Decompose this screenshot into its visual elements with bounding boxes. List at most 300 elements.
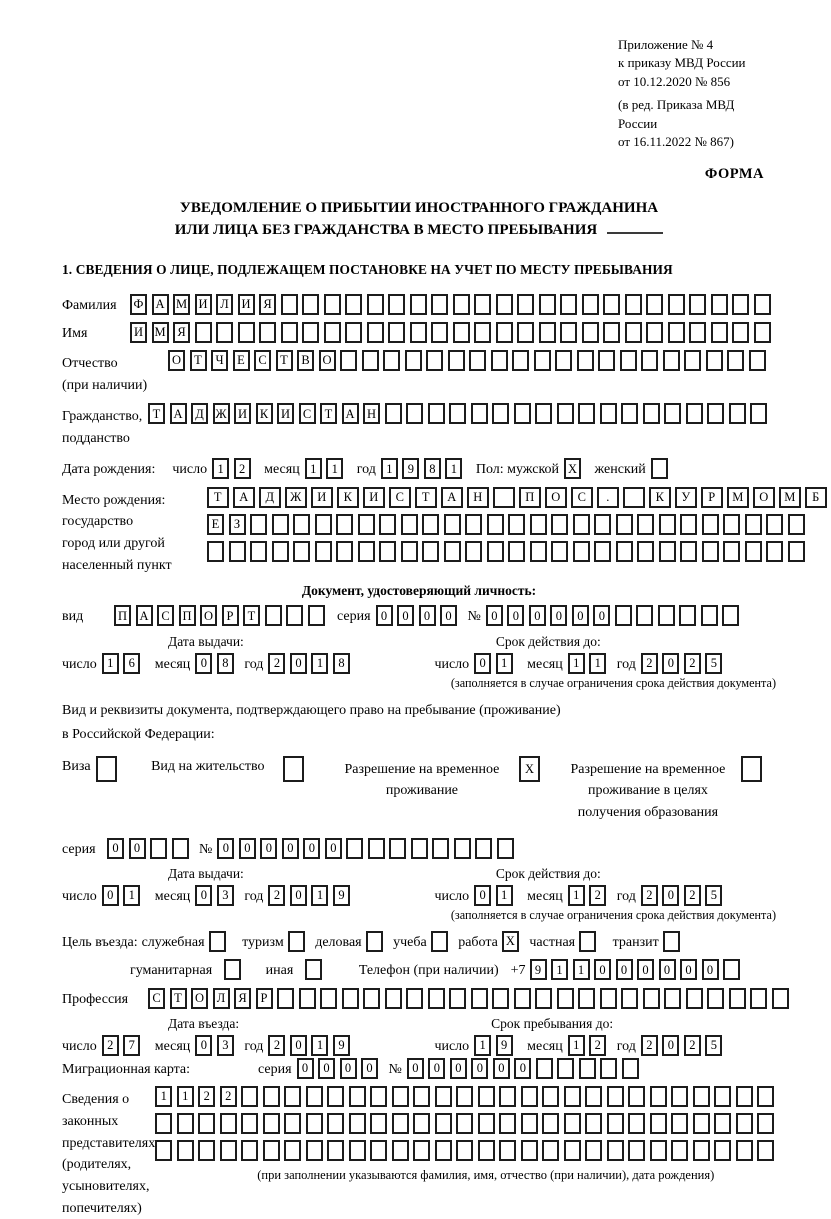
form-cell[interactable]: 0 xyxy=(450,1058,467,1079)
form-cell[interactable]: 1 xyxy=(326,458,343,479)
form-cell[interactable] xyxy=(491,350,508,371)
form-cell[interactable]: 0 xyxy=(239,838,256,859)
form-cell[interactable] xyxy=(431,294,448,315)
form-cell[interactable] xyxy=(646,294,663,315)
form-cell[interactable] xyxy=(684,350,701,371)
form-cell[interactable] xyxy=(306,1140,323,1161)
form-cell[interactable] xyxy=(622,1058,639,1079)
form-cell[interactable] xyxy=(600,403,617,424)
form-cell[interactable] xyxy=(722,605,739,626)
form-cell[interactable] xyxy=(521,1113,538,1134)
form-cell[interactable] xyxy=(499,1086,516,1107)
form-cell[interactable] xyxy=(679,605,696,626)
form-cell[interactable] xyxy=(650,1113,667,1134)
form-cell[interactable]: 0 xyxy=(303,838,320,859)
form-cell[interactable]: 2 xyxy=(589,885,606,906)
form-cell[interactable]: Т xyxy=(320,403,337,424)
form-cell[interactable] xyxy=(198,1140,215,1161)
form-cell[interactable]: 5 xyxy=(705,653,722,674)
form-cell[interactable] xyxy=(431,931,448,952)
form-cell[interactable]: К xyxy=(649,487,671,508)
form-cell[interactable]: П xyxy=(179,605,196,626)
form-cell[interactable] xyxy=(410,294,427,315)
form-cell[interactable] xyxy=(607,1113,624,1134)
form-cell[interactable]: О xyxy=(168,350,185,371)
form-cell[interactable] xyxy=(651,458,668,479)
form-cell[interactable]: 1 xyxy=(445,458,462,479)
form-cell[interactable] xyxy=(250,541,267,562)
form-cell[interactable] xyxy=(689,294,706,315)
form-cell[interactable]: А xyxy=(233,487,255,508)
form-cell[interactable]: Р xyxy=(701,487,723,508)
form-cell[interactable]: Ж xyxy=(285,487,307,508)
form-cell[interactable] xyxy=(410,322,427,343)
form-cell[interactable]: А xyxy=(342,403,359,424)
form-cell[interactable] xyxy=(573,541,590,562)
form-cell[interactable]: М xyxy=(173,294,190,315)
form-cell[interactable] xyxy=(448,350,465,371)
form-cell[interactable]: 2 xyxy=(684,1035,701,1056)
form-cell[interactable]: 5 xyxy=(705,885,722,906)
form-cell[interactable] xyxy=(496,294,513,315)
form-cell[interactable]: 1 xyxy=(496,653,513,674)
form-cell[interactable] xyxy=(263,1140,280,1161)
form-cell[interactable]: 0 xyxy=(397,605,414,626)
form-cell[interactable] xyxy=(557,1058,574,1079)
form-cell[interactable]: О xyxy=(319,350,336,371)
form-cell[interactable]: 2 xyxy=(641,885,658,906)
form-cell[interactable]: 9 xyxy=(496,1035,513,1056)
form-cell[interactable] xyxy=(668,322,685,343)
form-cell[interactable] xyxy=(663,350,680,371)
form-cell[interactable]: О xyxy=(545,487,567,508)
form-cell[interactable]: 0 xyxy=(428,1058,445,1079)
form-cell[interactable]: О xyxy=(753,487,775,508)
form-cell[interactable]: И xyxy=(238,294,255,315)
form-cell[interactable] xyxy=(465,514,482,535)
form-cell[interactable] xyxy=(560,322,577,343)
form-cell[interactable] xyxy=(388,322,405,343)
form-cell[interactable] xyxy=(259,322,276,343)
form-cell[interactable] xyxy=(686,403,703,424)
form-cell[interactable]: А xyxy=(170,403,187,424)
form-cell[interactable] xyxy=(693,1140,710,1161)
form-cell[interactable]: 0 xyxy=(217,838,234,859)
form-cell[interactable] xyxy=(582,322,599,343)
form-cell[interactable] xyxy=(449,403,466,424)
form-cell[interactable] xyxy=(229,541,246,562)
form-cell[interactable]: X xyxy=(502,931,519,952)
form-cell[interactable]: 2 xyxy=(234,458,251,479)
form-cell[interactable] xyxy=(671,1113,688,1134)
form-cell[interactable] xyxy=(628,1113,645,1134)
form-cell[interactable] xyxy=(564,1086,581,1107)
form-cell[interactable]: А xyxy=(441,487,463,508)
form-cell[interactable]: 0 xyxy=(471,1058,488,1079)
form-cell[interactable]: 0 xyxy=(102,885,119,906)
form-cell[interactable]: Я xyxy=(259,294,276,315)
form-cell[interactable] xyxy=(542,1113,559,1134)
form-cell[interactable] xyxy=(96,756,117,782)
form-cell[interactable] xyxy=(392,1140,409,1161)
form-cell[interactable]: 9 xyxy=(530,959,547,980)
form-cell[interactable]: Р xyxy=(256,988,273,1009)
form-cell[interactable] xyxy=(195,322,212,343)
form-cell[interactable] xyxy=(723,959,740,980)
form-cell[interactable] xyxy=(283,756,304,782)
form-cell[interactable]: Ч xyxy=(211,350,228,371)
form-cell[interactable]: 2 xyxy=(198,1086,215,1107)
form-cell[interactable] xyxy=(663,931,680,952)
form-cell[interactable] xyxy=(607,1140,624,1161)
form-cell[interactable] xyxy=(766,514,783,535)
form-cell[interactable] xyxy=(499,1113,516,1134)
form-cell[interactable] xyxy=(521,1140,538,1161)
form-cell[interactable]: 2 xyxy=(641,1035,658,1056)
form-cell[interactable]: 0 xyxy=(318,1058,335,1079)
form-cell[interactable]: 0 xyxy=(514,1058,531,1079)
form-cell[interactable]: 0 xyxy=(662,1035,679,1056)
form-cell[interactable] xyxy=(745,514,762,535)
form-cell[interactable] xyxy=(349,1086,366,1107)
form-cell[interactable] xyxy=(406,988,423,1009)
form-cell[interactable] xyxy=(315,514,332,535)
form-cell[interactable]: 1 xyxy=(123,885,140,906)
form-cell[interactable]: С xyxy=(389,487,411,508)
form-cell[interactable]: 0 xyxy=(325,838,342,859)
form-cell[interactable] xyxy=(401,541,418,562)
form-cell[interactable] xyxy=(198,1113,215,1134)
form-cell[interactable] xyxy=(659,514,676,535)
form-cell[interactable] xyxy=(542,1140,559,1161)
form-cell[interactable] xyxy=(238,322,255,343)
form-cell[interactable]: 2 xyxy=(268,653,285,674)
form-cell[interactable] xyxy=(671,1140,688,1161)
form-cell[interactable] xyxy=(637,514,654,535)
form-cell[interactable] xyxy=(560,294,577,315)
form-cell[interactable]: 0 xyxy=(195,653,212,674)
form-cell[interactable]: 1 xyxy=(568,1035,585,1056)
form-cell[interactable] xyxy=(385,988,402,1009)
form-cell[interactable]: 0 xyxy=(572,605,589,626)
form-cell[interactable]: 0 xyxy=(593,605,610,626)
form-cell[interactable] xyxy=(680,541,697,562)
form-cell[interactable] xyxy=(600,988,617,1009)
form-cell[interactable] xyxy=(693,1086,710,1107)
form-cell[interactable] xyxy=(444,514,461,535)
form-cell[interactable] xyxy=(342,988,359,1009)
form-cell[interactable] xyxy=(664,403,681,424)
form-cell[interactable]: 1 xyxy=(305,458,322,479)
form-cell[interactable] xyxy=(370,1086,387,1107)
form-cell[interactable] xyxy=(714,1086,731,1107)
form-cell[interactable] xyxy=(736,1086,753,1107)
form-cell[interactable] xyxy=(413,1140,430,1161)
form-cell[interactable] xyxy=(474,294,491,315)
form-cell[interactable]: 0 xyxy=(282,838,299,859)
form-cell[interactable] xyxy=(362,350,379,371)
form-cell[interactable] xyxy=(320,988,337,1009)
form-cell[interactable]: К xyxy=(337,487,359,508)
form-cell[interactable]: 2 xyxy=(268,885,285,906)
form-cell[interactable] xyxy=(534,350,551,371)
form-cell[interactable] xyxy=(432,838,449,859)
form-cell[interactable]: 0 xyxy=(260,838,277,859)
form-cell[interactable] xyxy=(284,1140,301,1161)
form-cell[interactable] xyxy=(732,322,749,343)
form-cell[interactable]: 1 xyxy=(496,885,513,906)
form-cell[interactable] xyxy=(585,1140,602,1161)
form-cell[interactable]: 7 xyxy=(123,1035,140,1056)
form-cell[interactable]: 2 xyxy=(684,653,701,674)
form-cell[interactable] xyxy=(701,605,718,626)
form-cell[interactable] xyxy=(736,1140,753,1161)
form-cell[interactable] xyxy=(241,1113,258,1134)
form-cell[interactable]: 5 xyxy=(705,1035,722,1056)
form-cell[interactable] xyxy=(594,514,611,535)
form-cell[interactable] xyxy=(727,350,744,371)
form-cell[interactable] xyxy=(578,403,595,424)
form-cell[interactable] xyxy=(315,541,332,562)
form-cell[interactable] xyxy=(456,1140,473,1161)
form-cell[interactable]: А xyxy=(152,294,169,315)
form-cell[interactable] xyxy=(305,959,322,980)
form-cell[interactable]: 0 xyxy=(195,885,212,906)
form-cell[interactable] xyxy=(757,1113,774,1134)
form-cell[interactable] xyxy=(578,988,595,1009)
form-cell[interactable]: Т xyxy=(148,403,165,424)
form-cell[interactable] xyxy=(426,350,443,371)
form-cell[interactable] xyxy=(327,1086,344,1107)
form-cell[interactable] xyxy=(620,350,637,371)
form-cell[interactable] xyxy=(431,322,448,343)
form-cell[interactable] xyxy=(471,403,488,424)
form-cell[interactable] xyxy=(286,605,303,626)
form-cell[interactable] xyxy=(345,294,362,315)
form-cell[interactable] xyxy=(508,514,525,535)
form-cell[interactable] xyxy=(577,350,594,371)
form-cell[interactable]: С xyxy=(571,487,593,508)
form-cell[interactable] xyxy=(621,403,638,424)
form-cell[interactable] xyxy=(723,541,740,562)
form-cell[interactable]: И xyxy=(311,487,333,508)
form-cell[interactable] xyxy=(625,322,642,343)
form-cell[interactable]: 2 xyxy=(268,1035,285,1056)
form-cell[interactable]: 6 xyxy=(123,653,140,674)
form-cell[interactable]: С xyxy=(254,350,271,371)
form-cell[interactable] xyxy=(542,1086,559,1107)
form-cell[interactable] xyxy=(514,403,531,424)
form-cell[interactable]: Л xyxy=(216,294,233,315)
form-cell[interactable] xyxy=(263,1086,280,1107)
form-cell[interactable] xyxy=(379,514,396,535)
form-cell[interactable] xyxy=(702,541,719,562)
form-cell[interactable]: Н xyxy=(467,487,489,508)
form-cell[interactable] xyxy=(517,322,534,343)
form-cell[interactable]: 0 xyxy=(616,959,633,980)
form-cell[interactable] xyxy=(600,1058,617,1079)
form-cell[interactable] xyxy=(454,838,471,859)
form-cell[interactable] xyxy=(478,1113,495,1134)
form-cell[interactable] xyxy=(723,514,740,535)
form-cell[interactable] xyxy=(551,514,568,535)
form-cell[interactable]: 0 xyxy=(702,959,719,980)
form-cell[interactable] xyxy=(422,541,439,562)
form-cell[interactable]: 0 xyxy=(129,838,146,859)
form-cell[interactable] xyxy=(272,541,289,562)
form-cell[interactable] xyxy=(530,541,547,562)
form-cell[interactable] xyxy=(530,514,547,535)
form-cell[interactable]: 1 xyxy=(573,959,590,980)
form-cell[interactable] xyxy=(358,514,375,535)
form-cell[interactable] xyxy=(428,403,445,424)
form-cell[interactable] xyxy=(492,403,509,424)
form-cell[interactable] xyxy=(388,294,405,315)
form-cell[interactable]: 2 xyxy=(220,1086,237,1107)
form-cell[interactable] xyxy=(487,514,504,535)
form-cell[interactable] xyxy=(729,403,746,424)
form-cell[interactable] xyxy=(711,294,728,315)
form-cell[interactable] xyxy=(220,1113,237,1134)
form-cell[interactable] xyxy=(401,514,418,535)
form-cell[interactable]: В xyxy=(297,350,314,371)
form-cell[interactable] xyxy=(757,1086,774,1107)
form-cell[interactable] xyxy=(686,988,703,1009)
form-cell[interactable] xyxy=(281,294,298,315)
form-cell[interactable] xyxy=(754,294,771,315)
form-cell[interactable]: Н xyxy=(363,403,380,424)
form-cell[interactable]: 0 xyxy=(486,605,503,626)
form-cell[interactable] xyxy=(750,403,767,424)
form-cell[interactable]: 1 xyxy=(155,1086,172,1107)
form-cell[interactable]: 0 xyxy=(107,838,124,859)
form-cell[interactable] xyxy=(643,988,660,1009)
form-cell[interactable] xyxy=(456,1086,473,1107)
form-cell[interactable]: Т xyxy=(190,350,207,371)
form-cell[interactable] xyxy=(766,541,783,562)
form-cell[interactable] xyxy=(370,1140,387,1161)
form-cell[interactable] xyxy=(241,1140,258,1161)
form-cell[interactable] xyxy=(366,931,383,952)
form-cell[interactable]: 0 xyxy=(680,959,697,980)
form-cell[interactable] xyxy=(302,322,319,343)
form-cell[interactable]: 0 xyxy=(419,605,436,626)
form-cell[interactable]: Ж xyxy=(213,403,230,424)
form-cell[interactable]: 8 xyxy=(424,458,441,479)
form-cell[interactable]: Я xyxy=(234,988,251,1009)
form-cell[interactable] xyxy=(664,988,681,1009)
form-cell[interactable] xyxy=(422,514,439,535)
form-cell[interactable]: И xyxy=(363,487,385,508)
form-cell[interactable]: 1 xyxy=(102,653,119,674)
form-cell[interactable]: 0 xyxy=(290,653,307,674)
form-cell[interactable]: Я xyxy=(173,322,190,343)
form-cell[interactable] xyxy=(754,322,771,343)
form-cell[interactable] xyxy=(579,931,596,952)
form-cell[interactable] xyxy=(693,1113,710,1134)
form-cell[interactable] xyxy=(603,322,620,343)
form-cell[interactable]: И xyxy=(195,294,212,315)
form-cell[interactable] xyxy=(555,350,572,371)
form-cell[interactable] xyxy=(250,514,267,535)
form-cell[interactable] xyxy=(659,541,676,562)
form-cell[interactable] xyxy=(411,838,428,859)
form-cell[interactable] xyxy=(706,350,723,371)
form-cell[interactable] xyxy=(680,514,697,535)
form-cell[interactable]: 9 xyxy=(333,885,350,906)
form-cell[interactable] xyxy=(272,514,289,535)
form-cell[interactable]: 1 xyxy=(589,653,606,674)
form-cell[interactable]: А xyxy=(136,605,153,626)
form-cell[interactable]: З xyxy=(229,514,246,535)
form-cell[interactable] xyxy=(714,1140,731,1161)
form-cell[interactable] xyxy=(707,403,724,424)
form-cell[interactable] xyxy=(671,1086,688,1107)
form-cell[interactable] xyxy=(707,988,724,1009)
form-cell[interactable] xyxy=(496,322,513,343)
form-cell[interactable]: 2 xyxy=(102,1035,119,1056)
form-cell[interactable] xyxy=(155,1140,172,1161)
form-cell[interactable] xyxy=(702,514,719,535)
form-cell[interactable] xyxy=(281,322,298,343)
form-cell[interactable] xyxy=(582,294,599,315)
form-cell[interactable]: 9 xyxy=(333,1035,350,1056)
form-cell[interactable] xyxy=(277,988,294,1009)
form-cell[interactable] xyxy=(535,988,552,1009)
form-cell[interactable] xyxy=(299,988,316,1009)
form-cell[interactable]: 8 xyxy=(217,653,234,674)
form-cell[interactable]: 1 xyxy=(311,885,328,906)
form-cell[interactable]: 2 xyxy=(589,1035,606,1056)
form-cell[interactable]: 0 xyxy=(529,605,546,626)
form-cell[interactable] xyxy=(514,988,531,1009)
form-cell[interactable] xyxy=(741,756,762,782)
form-cell[interactable]: 0 xyxy=(440,605,457,626)
form-cell[interactable]: Е xyxy=(207,514,224,535)
form-cell[interactable]: М xyxy=(779,487,801,508)
form-cell[interactable]: Т xyxy=(170,988,187,1009)
form-cell[interactable] xyxy=(336,514,353,535)
form-cell[interactable]: 0 xyxy=(474,885,491,906)
form-cell[interactable]: 1 xyxy=(311,1035,328,1056)
form-cell[interactable] xyxy=(508,541,525,562)
form-cell[interactable]: Т xyxy=(243,605,260,626)
form-cell[interactable] xyxy=(478,1140,495,1161)
form-cell[interactable] xyxy=(636,605,653,626)
form-cell[interactable]: О xyxy=(191,988,208,1009)
form-cell[interactable] xyxy=(444,541,461,562)
form-cell[interactable] xyxy=(603,294,620,315)
form-cell[interactable] xyxy=(732,294,749,315)
form-cell[interactable]: П xyxy=(519,487,541,508)
form-cell[interactable]: X xyxy=(564,458,581,479)
form-cell[interactable] xyxy=(474,322,491,343)
form-cell[interactable] xyxy=(367,322,384,343)
form-cell[interactable] xyxy=(453,294,470,315)
form-cell[interactable] xyxy=(478,1086,495,1107)
form-cell[interactable] xyxy=(465,541,482,562)
form-cell[interactable] xyxy=(177,1140,194,1161)
form-cell[interactable]: 2 xyxy=(641,653,658,674)
form-cell[interactable] xyxy=(517,294,534,315)
form-cell[interactable] xyxy=(557,403,574,424)
form-cell[interactable]: Б xyxy=(805,487,827,508)
form-cell[interactable] xyxy=(492,988,509,1009)
form-cell[interactable] xyxy=(405,350,422,371)
form-cell[interactable]: 0 xyxy=(662,653,679,674)
form-cell[interactable] xyxy=(745,541,762,562)
form-cell[interactable] xyxy=(150,838,167,859)
